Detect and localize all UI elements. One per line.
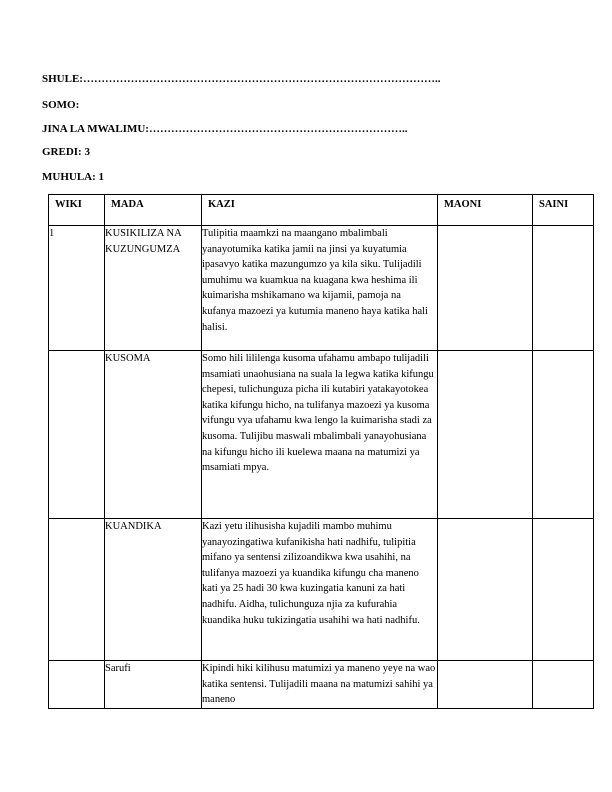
column-header-mada: MADA [105, 195, 202, 226]
column-header-saini: SAINI [533, 195, 594, 226]
table-header-row [49, 195, 594, 226]
column-header-wiki: WIKI [49, 195, 105, 226]
comments-cell [438, 226, 533, 351]
week-cell [49, 519, 105, 661]
activity-cell: Kipindi hiki kilihusu matumizi ya maneno yeye na wao katika sentensi. Tulijadili maana na matumizi sahihi ya maneno [202, 661, 438, 709]
topic-cell: KUANDIKA [105, 519, 202, 661]
topic-cell: Sarufi [105, 661, 202, 709]
week-cell [49, 661, 105, 709]
column-header-kazi: KAZI [202, 195, 438, 226]
activity-cell: Kazi yetu ilihusisha kujadili mambo muhimu yanayozingatiwa kufanikisha hati nadhifu, tulipitia mifano ya sentensi zilizoandikwa kwa usahihi, na tulifanya mazoezi ya kuandika kifungu cha maneno kati ya 25 hadi 30 kwa kuzingatia kanuni za hati nadhifu. Aidha, tulichunguza njia za kufurahia kuandika huku tukizingatia usahihi wa hati nadhifu. [202, 519, 438, 661]
column-header-maoni: MAONI [438, 195, 533, 226]
activity-cell: Tulipitia maamkzi na maangano mbalimbali yanayotumika katika jamii na jinsi ya kuyatumia ipasavyo katika mazungumzo ya kila siku. Tulijadili umuhimu wa kuamkua na kuagana kwa heshima ili kuimarisha mshikamano wa kijamii, pamoja na kufanya mazoezi ya kutumia maneno haya katika hali halisi. [202, 226, 438, 351]
school-field: SHULE:…………………………………………………………………………………….. [42, 73, 441, 85]
table-row [49, 351, 594, 519]
topic-cell: KUSIKILIZA NA KUZUNGUMZA [105, 226, 202, 351]
signature-cell [533, 661, 594, 709]
grade-field: GREDI: 3 [42, 146, 90, 158]
subject-field: SOMO: [42, 99, 80, 111]
signature-cell [533, 226, 594, 351]
week-cell [49, 351, 105, 519]
topic-cell: KUSOMA [105, 351, 202, 519]
table-row [49, 661, 594, 709]
comments-cell [438, 661, 533, 709]
activity-cell: Somo hili lililenga kusoma ufahamu ambapo tulijadili msamiati unaohusiana na suala la legwa katika kifungu chepesi, tulichunguza picha ili kutabiri yatakayotokea katika kifungu hicho, na tulifanya mazoezi ya kusoma vifungu vya ufahamu kwa lengo la kuimarisha stadi za kusoma. Tulijibu maswali mbalimbali yanayohusiana na kifungu hicho ili kuelewa maana na matumizi ya msamiati mpya. [202, 351, 438, 519]
lesson-plan-table [48, 194, 594, 709]
signature-cell [533, 351, 594, 519]
week-cell: 1 [49, 226, 105, 351]
comments-cell [438, 351, 533, 519]
table-row [49, 226, 594, 351]
table-row [49, 519, 594, 661]
teacher-name-field: JINA LA MWALIMU:…………………………………………………………….. [42, 123, 408, 135]
term-field: MUHULA: 1 [42, 171, 105, 183]
signature-cell [533, 519, 594, 661]
comments-cell [438, 519, 533, 661]
